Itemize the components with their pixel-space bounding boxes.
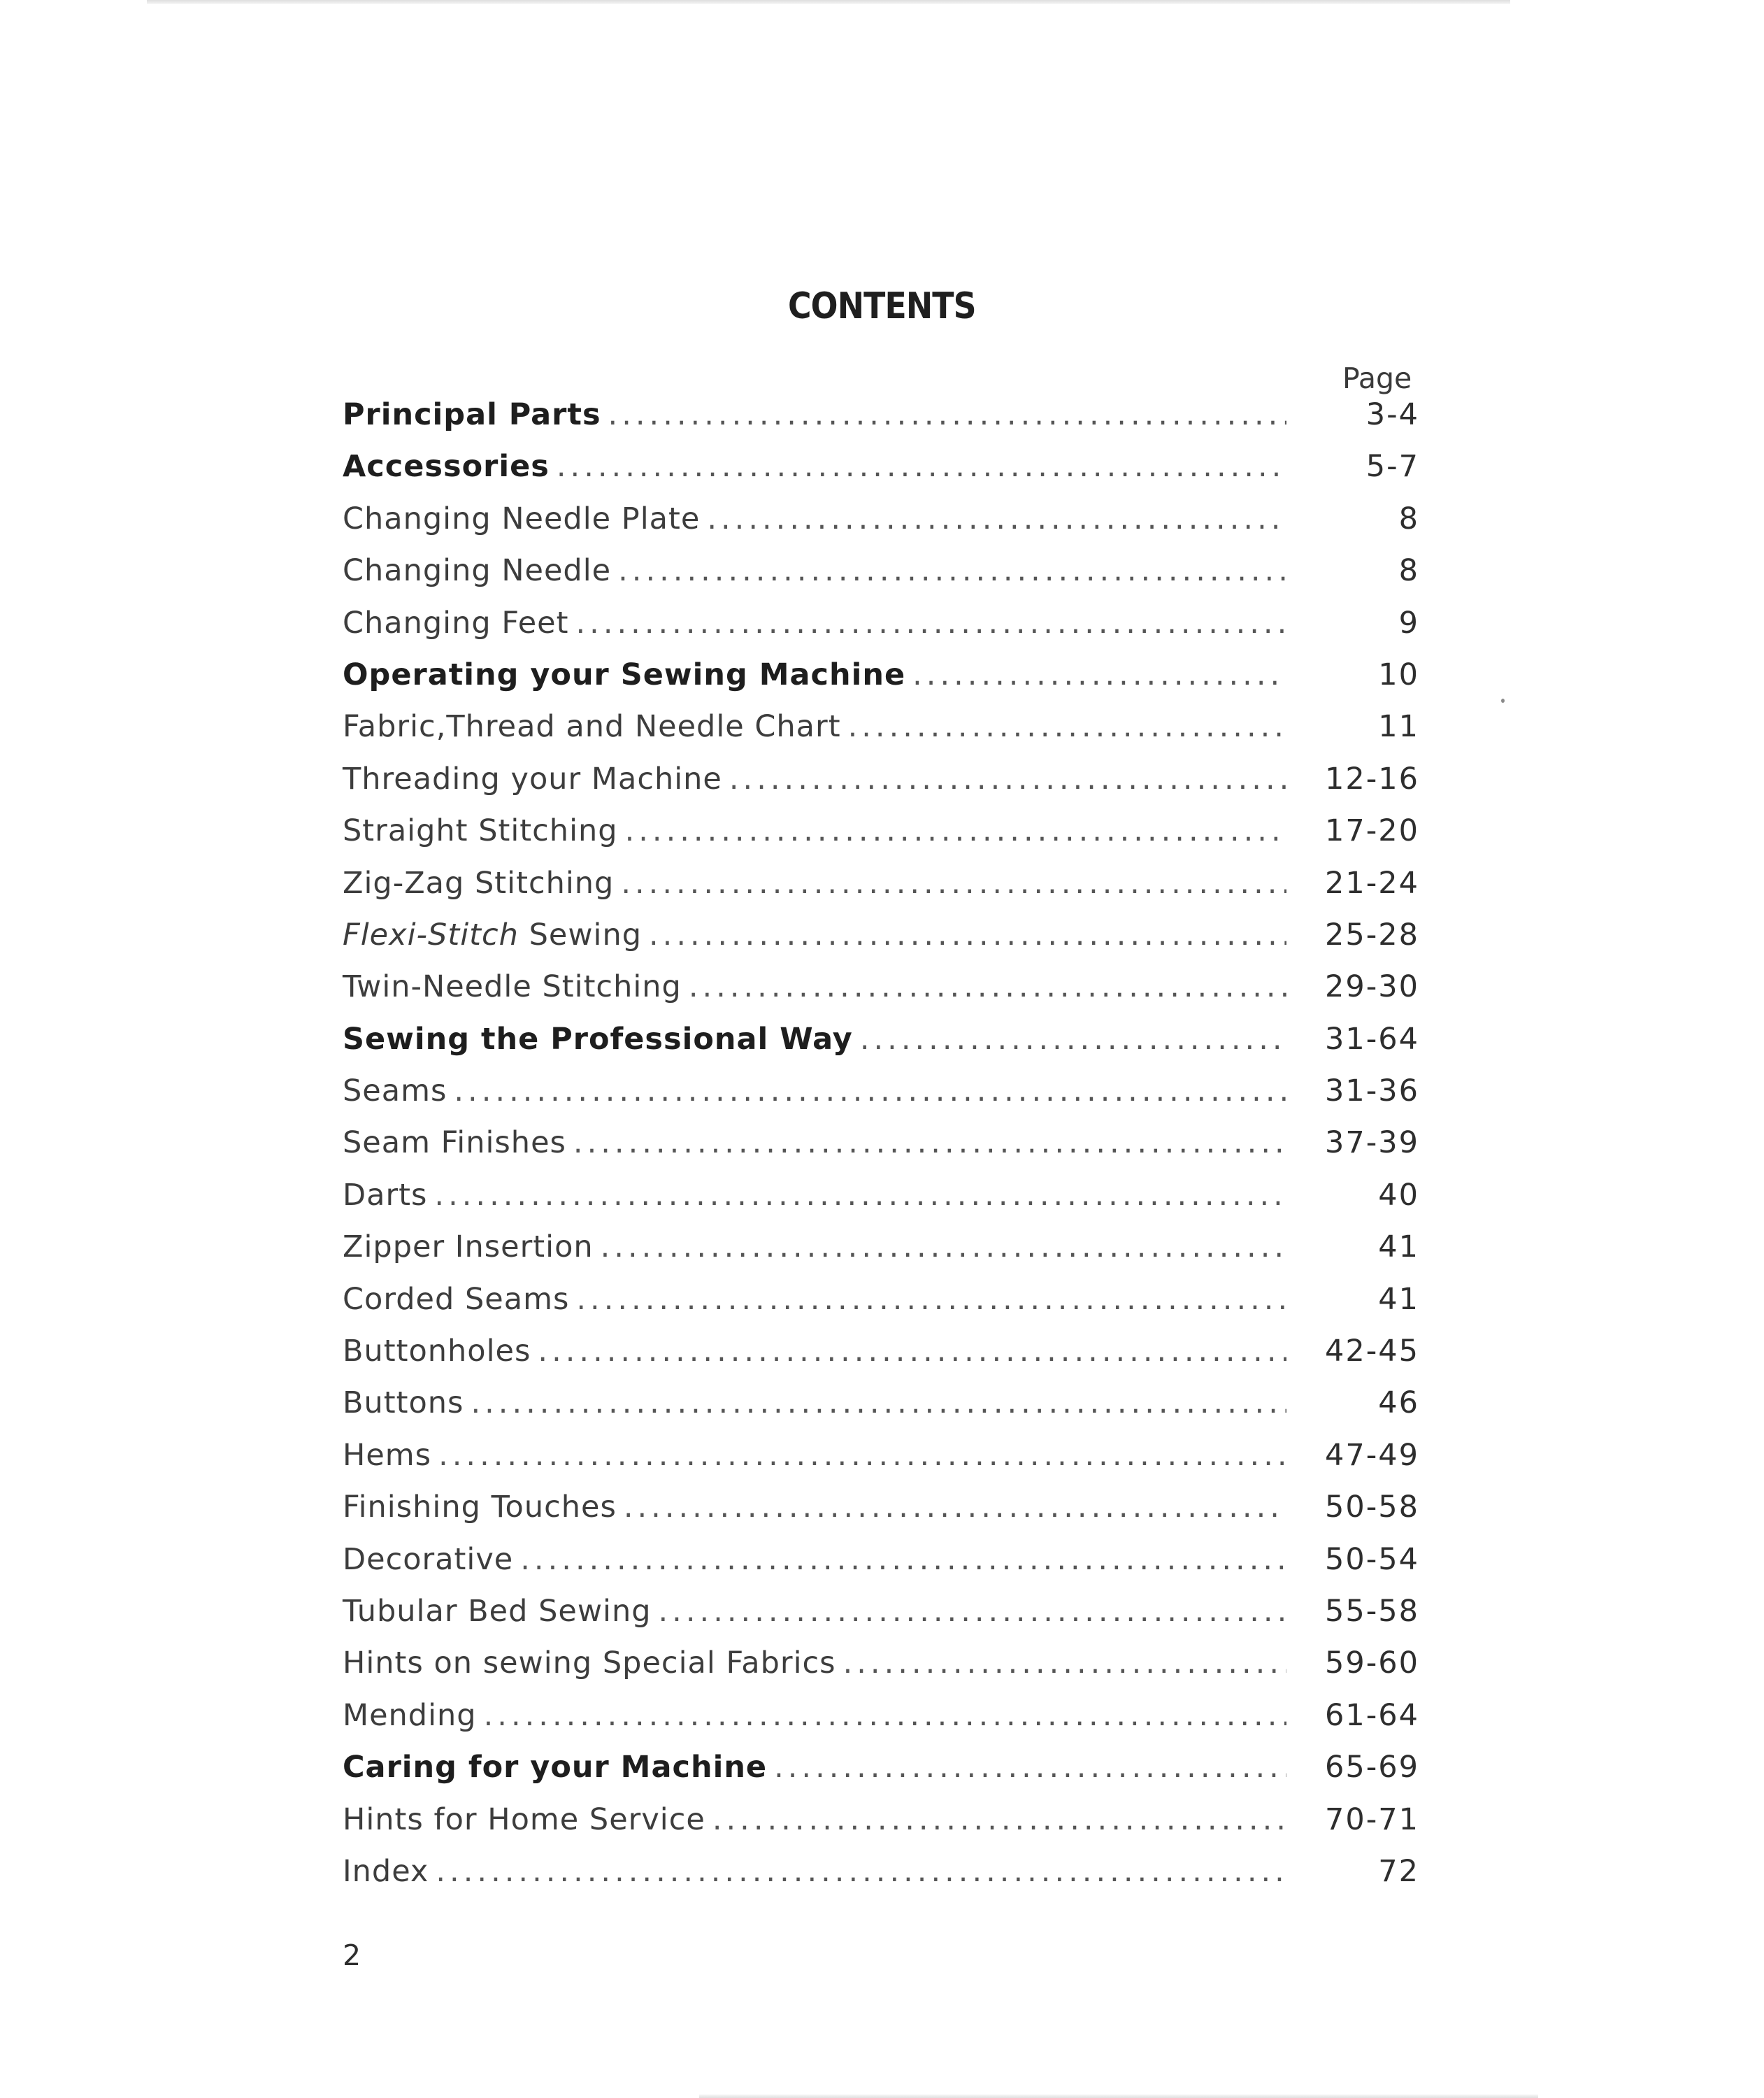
toc-entry-page: 12-16 [1325,761,1419,797]
toc-entry [343,1490,1419,1541]
toc-entry-label-italic: Flexi-Stitch [343,917,519,952]
dot-leader [624,1490,1286,1525]
toc-entry [343,866,1419,918]
dot-leader [774,1750,1286,1785]
toc-entry-page: 41 [1378,1229,1419,1265]
toc-entry-label-rest: Sewing [518,917,642,952]
toc-entry-label: Sewing the Professional Way [343,1021,853,1057]
toc-entry [343,397,1419,449]
toc-entry-page: 59-60 [1325,1646,1419,1681]
dot-leader [471,1385,1286,1420]
toc-entry [343,1334,1419,1385]
toc-entry-label: Seam Finishes [343,1125,566,1161]
toc-entry-page: 25-28 [1325,917,1419,952]
toc-entry-label: Mending [343,1697,477,1733]
toc-entry-page: 8 [1398,501,1419,536]
toc-entry-page: 65-69 [1325,1750,1419,1785]
toc-entry [343,1750,1419,1801]
toc-entry-page: 61-64 [1325,1697,1419,1733]
dot-leader [689,969,1286,1004]
toc-entry [343,1542,1419,1594]
toc-entry-page: 21-24 [1325,865,1419,901]
toc-entry [343,1229,1419,1281]
toc-entry-page: 5-7 [1365,449,1419,485]
toc-entry-label: Principal Parts [343,397,601,432]
scan-speck [1501,699,1505,703]
toc-entry [343,1125,1419,1177]
dot-leader [434,1178,1286,1213]
toc-entry-page: 70-71 [1325,1801,1419,1837]
toc-entry-label: Accessories [343,449,550,485]
toc-entry-label: Changing Needle [343,553,612,589]
toc-entry-label: Fabric,Thread and Needle Chart [343,709,841,745]
toc-entry-label [343,918,642,952]
dot-leader [576,1282,1286,1317]
toc-entry [343,1178,1419,1229]
toc-entry [343,1438,1419,1490]
toc-entry [343,1802,1419,1854]
toc-entry-label: Hems [343,1437,432,1473]
dot-leader [848,709,1286,744]
toc-entry-page: 55-58 [1325,1593,1419,1629]
toc-entry-page: 8 [1398,553,1419,589]
toc-entry [343,501,1419,553]
scan-edge-bottom [699,2095,1538,2098]
toc-entry-page: 50-54 [1325,1541,1419,1577]
toc-entry-label: Finishing Touches [343,1490,617,1525]
toc-entry [343,969,1419,1021]
toc-entry [343,1594,1419,1646]
toc-entry-page: 46 [1378,1385,1419,1421]
toc-entry-page: 37-39 [1325,1125,1419,1161]
toc-entry [343,813,1419,865]
page-title: CONTENTS [787,285,976,327]
toc-entry-label: Caring for your Machine [343,1750,768,1785]
toc-entry-page: 29-30 [1325,969,1419,1005]
toc-entry-label: Zig-Zag Stitching [343,865,615,901]
toc-entry [343,1698,1419,1750]
toc-entry [343,606,1419,657]
dot-leader [438,1438,1286,1473]
dot-leader [454,1073,1286,1108]
toc-entry [343,1073,1419,1125]
toc-entry-page: 47-49 [1325,1437,1419,1473]
dot-leader [843,1646,1286,1680]
toc-entry [343,762,1419,813]
dot-leader [712,1802,1286,1837]
toc-entry-label: Buttons [343,1385,464,1421]
table-of-contents [343,397,1419,1906]
toc-entry-label: Twin-Needle Stitching [343,969,682,1005]
dot-leader [576,606,1287,641]
toc-entry [343,1282,1419,1334]
dot-leader [621,866,1286,901]
toc-entry [343,709,1419,761]
toc-entry-label: Corded Seams [343,1281,570,1317]
toc-entry [343,1854,1419,1906]
page-column-header: Page [1342,362,1412,395]
dot-leader [659,1594,1286,1629]
dot-leader [618,553,1286,588]
dot-leader [573,1125,1286,1160]
toc-entry-page: 72 [1378,1853,1419,1889]
dot-leader [729,762,1286,797]
toc-entry [343,1022,1419,1073]
toc-entry-label: Tubular Bed Sewing [343,1593,652,1629]
toc-entry-page: 41 [1378,1281,1419,1317]
toc-entry [343,553,1419,605]
toc-entry-page: 42-45 [1325,1334,1419,1369]
dot-leader [707,501,1286,536]
toc-entry-page: 11 [1378,709,1419,745]
dot-leader [601,1229,1286,1264]
page-number: 2 [343,1939,361,1972]
toc-entry-label: Changing Needle Plate [343,501,701,536]
toc-entry-page: 31-36 [1325,1073,1419,1109]
toc-entry-label: Operating your Sewing Machine [343,657,906,692]
dot-leader [912,657,1286,692]
dot-leader [484,1698,1286,1733]
toc-entry-page: 9 [1398,605,1419,641]
toc-entry [343,918,1419,969]
dot-leader [649,918,1286,952]
toc-entry-page: 31-64 [1325,1021,1419,1057]
toc-entry-page: 50-58 [1325,1490,1419,1525]
toc-entry-label: Hints on sewing Special Fabrics [343,1646,836,1681]
toc-entry-label: Seams [343,1073,447,1109]
dot-leader [860,1022,1286,1057]
toc-entry-page: 3-4 [1365,397,1419,432]
dot-leader [557,449,1286,484]
toc-entry-label: Darts [343,1177,428,1213]
toc-entry-page: 10 [1378,657,1419,692]
toc-entry [343,1385,1419,1437]
dot-leader [608,397,1286,432]
dot-leader [520,1542,1286,1577]
toc-entry [343,1646,1419,1697]
toc-entry [343,657,1419,709]
toc-entry-label: Index [343,1853,429,1889]
scan-edge-top [147,0,1510,4]
toc-entry-label: Buttonholes [343,1334,531,1369]
toc-entry-page: 40 [1378,1177,1419,1213]
toc-entry-page: 17-20 [1325,813,1419,849]
toc-entry-label: Changing Feet [343,605,569,641]
toc-entry-label: Decorative [343,1541,514,1577]
dot-leader [625,813,1286,848]
toc-entry-label: Threading your Machine [343,761,722,797]
dot-leader [538,1334,1286,1369]
toc-entry-label: Zipper Insertion [343,1229,594,1265]
toc-entry-label: Straight Stitching [343,813,618,849]
toc-entry-label: Hints for Home Service [343,1801,705,1837]
dot-leader [436,1854,1286,1889]
toc-entry [343,449,1419,501]
